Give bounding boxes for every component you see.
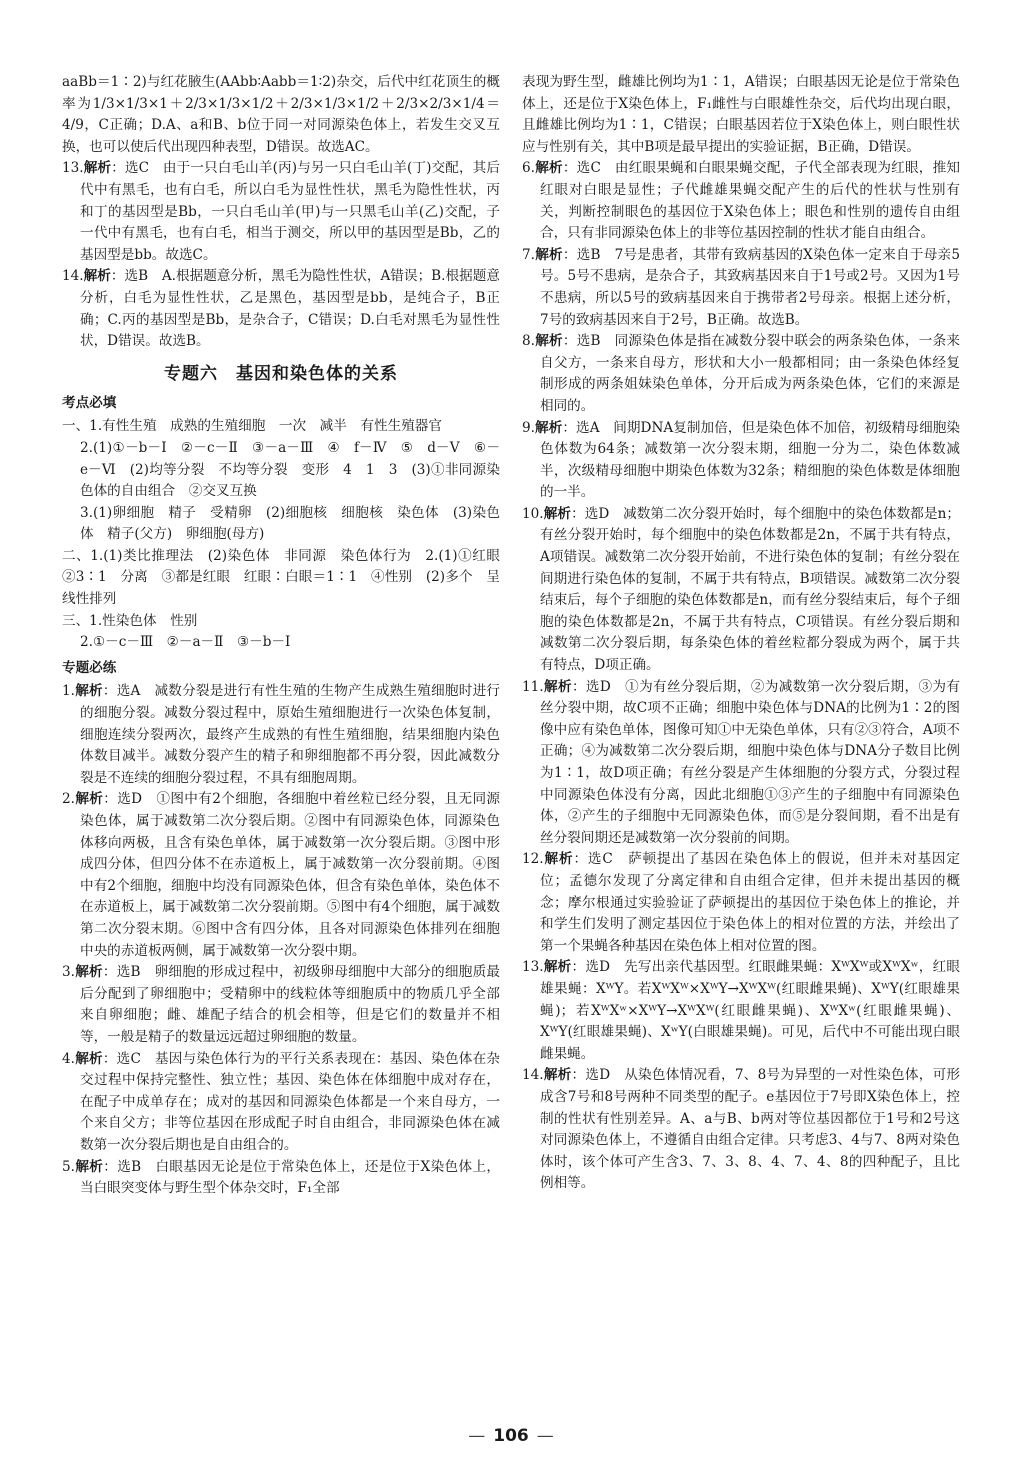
- item-text: ：选A 间期DNA复制加倍，但是染色体不加倍，初级精母细胞染色体数为64条；减数第一次分裂末期，细胞一分为二，染色体数减半，次级精母细胞中期染色体数为32条；精细胞的染色体数是体细胞的一半。: [540, 419, 960, 501]
- analysis-label: 解析: [83, 160, 112, 177]
- analysis-label: 解析: [534, 246, 563, 263]
- item-text: ：选D ①为有丝分裂后期，②为减数第一次分裂后期，③为有丝分裂中期，故C项不正确；细胞中染色体与DNA的比例为1∶2的图像中应有染色单体，图像可知①中无染色单体，只有②③符合，A项不正确；④为减数第二次分裂后期，细胞中染色体与DNA分子数目比例为1∶1，故D项正确；有丝分裂是产生体细胞的分裂方式，分裂过程中同源染色体没有分离，因此北细胞①③产生的子细胞中有同源染色体，②产生的子细胞中无同源染色体，而⑤是分裂间期，看不出是有丝分裂间期还是减数第一次分裂前的间期。: [540, 678, 960, 846]
- item-number: 6.: [522, 160, 535, 177]
- fill-answer-5: 三、1.性染色体 性别: [62, 612, 198, 629]
- analysis-label: 解析: [74, 1050, 103, 1067]
- answer-item-4: [62, 1049, 500, 1157]
- item-number: 9.: [522, 419, 535, 436]
- answer-item-7: [522, 245, 960, 331]
- item-number: 5.: [62, 1158, 75, 1175]
- fill-answer-2: 2.(1)①－b－Ⅰ ②－c－Ⅱ ③－a－Ⅲ ④ f－Ⅳ ⑤ d－Ⅴ ⑥－e－Ⅵ (2)均等分裂 不均等分裂 变形 4 1 3 (3)①非同源染色体的自由组合 ②交叉互换: [80, 439, 500, 500]
- answer-item-8: [522, 331, 960, 417]
- item-number: 13.: [62, 160, 84, 177]
- item-text: ：选D 先写出亲代基因型。红眼雌果蝇：XᵂXᵂ或XᵂXʷ，红眼雄果蝇：XᵂY。若XᵂXᵂ×XᵂY→XᵂXᵂ(红眼雌果蝇)、XᵂY(红眼雄果蝇)；若XᵂXʷ×XᵂY→XᵂXᵂ(红眼雌果蝇)、XᵂXʷ(红眼雌果蝇)、XᵂY(红眼雄果蝇)、XʷY(白眼雄果蝇)。可见，后代中不可能出现白眼雌果蝇。: [540, 959, 960, 1062]
- right-column: [522, 72, 960, 1195]
- analysis-label: 解析: [534, 333, 563, 350]
- item-text: ：选B 卵细胞的形成过程中，初级卵母细胞中大部分的细胞质最后分配到了卵细胞中；受精卵中的线粒体等细胞质中的物质几乎全部来自卵细胞；雌、雄配子结合的机会相等，但是它们的数量并不相等，一般是精子的数量远远超过卵细胞的数量。: [80, 964, 500, 1045]
- analysis-label: 解析: [543, 678, 572, 695]
- analysis-label: 解析: [74, 683, 103, 700]
- left-column: [62, 72, 514, 1200]
- answer-item-1: [62, 681, 500, 789]
- analysis-label: 解析: [543, 505, 572, 522]
- analysis-label: 解析: [543, 959, 572, 976]
- analysis-label: 解析: [74, 1158, 104, 1175]
- paragraph-continuation: aaBb＝1∶2)与红花腋生(AAbb∶Aabb＝1∶2)杂交，后代中红花顶生的概率为1/3×1/3×1＋2/3×1/3×1/2＋2/3×1/3×1/2＋2/3×2/3×1/4＝4/9，C正确；D.A、a和B、b位于同一对同源染色体上，若发生交叉互换，也可以使后代出现四种表型，D错误。故选AC。: [62, 74, 500, 155]
- item-number: 12.: [522, 851, 544, 868]
- answer-item-5: [62, 1157, 500, 1200]
- item-text: ：选D 减数第二次分裂开始时，每个细胞中的染色体数都是n；有丝分裂开始时，每个细胞中的染色体数都是2n，不属于共有特点，A项错误。减数第二次分裂开始前，不进行染色体的复制；有丝分裂在间期进行染色体的复制，不属于共有特点，B项错误。减数第二次分裂结束后，每个子细胞的染色体数都是n，而有丝分裂结束后，每个子细胞的染色体数都是2n，不属于共有特点，C项错误。有丝分裂后期和减数第二次分裂后期，每条染色体的着丝粒都分裂成为两个，属于共有特点，D项正确。: [540, 505, 960, 674]
- analysis-label: 解析: [74, 791, 104, 808]
- answer-item-11: [522, 677, 960, 850]
- section-title: 专题六 基因和染色体的关系: [164, 363, 398, 384]
- item-text: ：选D ①图中有2个细胞，各细胞中着丝粒已经分裂，且无同源染色体，属于减数第二次分裂后期。②图中有同源染色体，同源染色体移向两极，且含有染色单体，属于减数第一次分裂后期。③图中形成四分体，但四分体不在赤道板上，属于减数第一次分裂前期。④图中有2个细胞，细胞中均没有同源染色体，但含有染色单体，染色体不在赤道板上，属于减数第二次分裂前期。⑤图中有4个细胞，属于减数第二次分裂末期。⑥图中含有四分体，且各对同源染色体排列在细胞中央的赤道板两侧，属于减数第一次分裂中期。: [80, 791, 501, 959]
- item-number: 14.: [62, 268, 84, 285]
- answer-item-13: [62, 158, 500, 266]
- answer-item-3: [62, 962, 500, 1048]
- subheading-kaodian: 考点必填: [62, 394, 117, 411]
- item-text: ：选C 由红眼果蝇和白眼果蝇交配，子代全部表现为红眼，推知红眼对白眼是显性；子代雌雄果蝇交配产生的后代的性状与性别有关，判断控制眼色的基因位于X染色体上；眼色和性别的遗传自由组合，只有非同源染色体上的非等位基因控制的性状才能自由组合。: [540, 160, 961, 242]
- item-number: 14.: [522, 1067, 544, 1084]
- analysis-label: 解析: [74, 964, 103, 981]
- fill-answer-3: 3.(1)卵细胞 精子 受精卵 (2)细胞核 细胞核 染色体 (3)染色体 精子(父方) 卵细胞(母方): [80, 504, 500, 543]
- subheading-bilian: 专题必练: [62, 659, 117, 676]
- analysis-label: 解析: [534, 160, 563, 177]
- paragraph-continuation: 表现为野生型，雌雄比例均为1∶1，A错误；白眼基因无论是位于常染色体上，还是位于X染色体上，F₁雌性与白眼雄性杂交，后代均出现白眼，且雌雄比例均为1∶1，C错误；白眼基因若位于X染色体上，则白眼性状应与性别有关，其中B项是最早提出的实验证据，B正确，D错误。: [522, 74, 960, 155]
- analysis-label: 解析: [534, 419, 563, 436]
- footer-dash-right: —: [536, 1426, 554, 1446]
- item-text: ：选D 从染色体情况看，7、8号为异型的一对性染色体，可形成含7号和8号两种不同类型的配子。e基因位于7号即X染色体上，控制的性状有性别差异。A、a与B、b两对等位基因都位于1号和2号这对同源染色体上，不遵循自由组合定律。只考虑3、4与7、8两对染色体时，该个体可产生含3、7、3、8、4、7、4、8的四种配子，且比例相等。: [540, 1067, 960, 1192]
- footer-dash-left: —: [468, 1426, 486, 1446]
- answer-item-14: [62, 266, 500, 352]
- item-number: 3.: [62, 964, 75, 981]
- item-text: ：选B 白眼基因无论是位于常染色体上，还是位于X染色体上，当白眼突变体与野生型个体杂交时，F₁全部: [80, 1158, 500, 1197]
- page-number: 106: [493, 1426, 529, 1446]
- analysis-label: 解析: [543, 1067, 572, 1084]
- item-number: 1.: [62, 683, 75, 700]
- answer-item-10: [522, 504, 960, 677]
- item-number: 4.: [62, 1050, 75, 1067]
- item-text: ：选A 减数分裂是进行有性生殖的生物产生成熟生殖细胞时进行的细胞分裂。减数分裂过程中，原始生殖细胞进行一次染色体复制，细胞连续分裂两次，最终产生成熟的有性生殖细胞，结果细胞内染色体数目减半。减数分裂产生的精子和卵细胞都不再分裂，因此减数分裂是不连续的细胞分裂过程，不具有细胞周期。: [80, 683, 500, 786]
- item-number: 11.: [522, 678, 544, 695]
- answer-item-14-right: [522, 1065, 960, 1195]
- fill-answer-1: 一、1.有性生殖 成熟的生殖细胞 一次 减半 有性生殖器官: [62, 418, 442, 435]
- analysis-label: 解析: [83, 268, 111, 285]
- answer-item-6: [522, 158, 960, 244]
- fill-answer-6: 2.①－c－Ⅲ ②－a－Ⅱ ③－b－Ⅰ: [80, 634, 291, 651]
- fill-answer-4: 二、1.(1)类比推理法 (2)染色体 非同源 染色体行为 2.(1)①红眼 ②3∶1 分离 ③都是红眼 红眼∶白眼＝1∶1 ④性别 (2)多个 呈线性排列: [62, 547, 514, 608]
- item-number: 13.: [522, 959, 544, 976]
- item-number: 8.: [522, 333, 535, 350]
- item-text: ：选B 同源染色体是指在减数分裂中联会的两条染色体，一条来自父方，一条来自母方，形状和大小一般都相同；由一条染色体经复制形成的两条姐妹染色单体，分开后成为两条染色体，它们的来源是相同的。: [540, 333, 960, 414]
- analysis-label: 解析: [543, 851, 574, 868]
- item-text: ：选C 基因与染色体行为的平行关系表现在：基因、染色体在杂交过程中保持完整性、独立性；基因、染色体在体细胞中成对存在，在配子中成单存在；成对的基因和同源染色体都是一个来自母方，一个来自父方；非等位基因在形成配子时自由组合，非同源染色体在减数第一次分裂后期也是自由组合的。: [80, 1050, 501, 1153]
- answer-item-2: [62, 789, 500, 962]
- page-footer: [0, 1426, 1022, 1446]
- item-number: 2.: [62, 791, 75, 808]
- answer-item-9: [522, 418, 960, 504]
- item-number: 10.: [522, 505, 544, 522]
- item-text: ：选C 由于一只白毛山羊(丙)与另一只白毛山羊(丁)交配，其后代中有黑毛，也有白毛，所以白毛为显性性状，黑毛为隐性性状，丙和丁的基因型是Bb，一只白毛山羊(甲)与一只黑毛山羊(乙)交配，子一代中有黑毛，也有白毛，相当于测交，所以甲的基因型是Bb，乙的基因型是bb。故选C。: [80, 160, 500, 263]
- item-text: ：选B 7号是患者，其带有致病基因的X染色体一定来自于母亲5号。5号不患病，是杂合子，其致病基因来自于1号或2号。又因为1号不患病，所以5号的致病基因来自于携带者2号母亲。根据上述分析，7号的致病基因来自于2号，B正确。故选B。: [540, 246, 961, 328]
- answer-item-13-right: [522, 957, 960, 1065]
- item-text: ：选B A.根据题意分析，黑毛为隐性性状，A错误；B.根据题意分析，白毛为显性性状，乙是黑色，基因型是bb，是纯合子，B正确；C.丙的基因型是Bb，是杂合子，C错误；D.白毛对黑毛为显性性状，D错误。故选B。: [80, 268, 500, 350]
- item-number: 7.: [522, 246, 535, 263]
- item-text: ：选C 萨顿提出了基因在染色体上的假说，但并未对基因定位；孟德尔发现了分离定律和自由组合定律，但并未提出基因的概念；摩尔根通过实验验证了萨顿提出的基因位于染色体上的推论，并和学生们发明了测定基因位于染色体上的相对位置的方法，并绘出了第一个果蝇各种基因在染色体上相对位置的图。: [540, 851, 960, 954]
- answer-item-12: [522, 849, 960, 957]
